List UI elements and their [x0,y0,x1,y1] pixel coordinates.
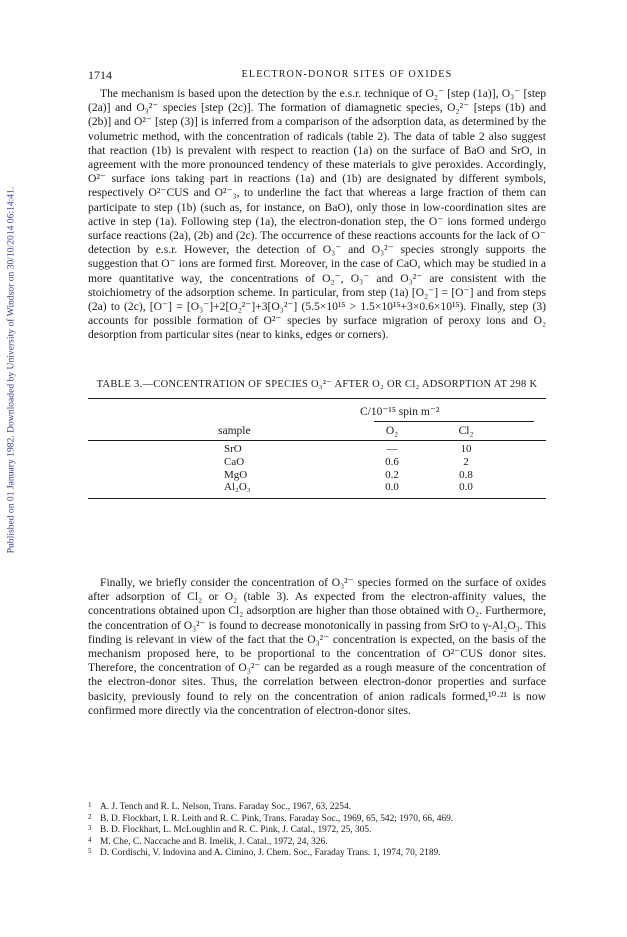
page-number: 1714 [88,68,112,82]
data-table [88,398,546,499]
reference-number: 3 [88,824,92,833]
unit-label: C/10⁻¹⁵ spin m⁻² [360,406,440,418]
table-bottom-rule [88,498,546,499]
running-title: ELECTRON-DONOR SITES OF OXIDES [241,69,453,80]
reference-item [88,814,546,826]
table-column-headers [88,422,546,440]
body-section-1 [88,87,546,343]
body-section-2 [88,576,546,718]
reference-item [88,848,546,860]
table-caption: TABLE 3.—CONCENTRATION OF SPECIES O₃²⁻ AFTER O₂ OR Cl₂ ADSORPTION AT 298 K [96,379,538,390]
reference-number: 1 [88,801,92,809]
cell-sample: MgO [224,468,248,481]
paragraph: The mechanism is based upon the detection by the e.s.r. technique of O₂⁻ [step (1a)], O₃⁻ [step (2a)] and O₃²⁻ species [step (2c)]. The formation of diamagnetic species, O₂²⁻ [steps (1b) and (2b)] and O²⁻ [step (3)] is inferred from a comparison of the adsorption data, as determined by the volumetric method, with the concentration of radicals (table 2). The data of table 2 also suggest that reaction (1b) is prevalent with respect to reaction (1a) on the surface of BaO and SrO, in agreement with the more pronounced tendency of these materials to give peroxides. Accordingly, O²⁻ surface ions taking part in reactions (1a) and (1b) are designated by different symbols, respectively O²⁻CUS and O²⁻₃, to underline the fact that whereas a large fraction of them can participate to step (1b) (such as, for instance, on BaO), only those in low-coordination sites are active in step (1a). Following step (1a), the electron-donation step, the O⁻ ions formed undergo surface reactions (2a), (2b) and (2c). The occurrence of these reactions accounts for the lack of O⁻ detection by e.s.r. However, the detection of O₃⁻ and O₃²⁻ species strongly supports the suggestion that O⁻ ions are formed first. Moreover, in the case of CaO, which may be studied in a more quantitative way, the concentrations of O₂⁻, O₃⁻ and O₃²⁻ are consistent with the stoichiometry of the adsorption scheme. In particular, from step (1a) [O₂⁻] = [O⁻] and from steps (2a) to (2c), [O⁻] = [O₃⁻]+2[O₂²⁻]+3[O₃²⁻] (5.5×10¹⁵ > 1.5×10¹⁵+3×0.6×10¹⁵). Finally, step (3) accounts for possible formation of O²⁻ species by surface migration of peroxy ions and O₂ desorption from particular sites (near to kinks, edges or corners). [88,87,546,342]
page-header [88,68,546,84]
cell-sample: CaO [224,455,245,468]
reference-item [88,802,546,814]
cell-o2: 0.2 [385,468,399,481]
col-header-o2: O₂ [385,425,399,437]
reference-item [88,837,546,849]
cell-cl2: 0.0 [459,481,473,494]
cell-cl2: 10 [460,443,472,455]
cell-o2: 0.0 [385,481,399,494]
table-row [88,481,546,494]
table-body [88,441,546,498]
col-header-cl2: Cl₂ [458,425,474,437]
cell-sample: SrO [224,443,242,455]
cell-cl2: 2 [463,455,469,468]
table-row [88,469,546,482]
reference-number: 2 [88,812,92,821]
reference-item [88,825,546,837]
cell-cl2: 0.8 [459,468,473,481]
reference-number: 4 [88,835,92,844]
cell-o2: — [386,443,398,455]
col-header-sample: sample [218,425,251,437]
download-watermark [4,160,18,580]
paragraph: Finally, we briefly consider the concentration of O₃²⁻ species formed on the surface of oxides after adsorption of Cl₂ or O₂ (table 3). As expected from the electron-affinity values, the concentrations obtained upon Cl₂ adsorption are higher than those obtained with O₂. Furthermore, the concentration of O₃²⁻ is found to decrease monotonically in passing from SrO to γ-Al₂O₃. This finding is relevant in view of the fact that the O₃²⁻ concentration is expected, on the basis of the mechanism proposed here, to be proportional to the concentration of O²⁻CUS donor sites. Therefore, the concentration of O₃²⁻ can be regarded as a rough measure of the concentration of the electron-donor sites. Thus, the correlation between electron-donor properties and surface basicity, previously found to rely on the concentration of anion radicals formed,¹⁰·²¹ is now confirmed more directly via the concentration of electron-donor sites. [88,576,546,717]
reference-text: B. D. Flockhart, I. R. Leith and R. C. Pink, Trans. Faraday Soc., 1969, 65, 542; 1970, 66, 469. [100,813,454,824]
table-row [88,443,546,456]
table-row [88,456,546,469]
references [88,802,546,860]
reference-text: A. J. Tench and R. L. Nelson, Trans. Faraday Soc., 1967, 63, 2254. [100,802,351,812]
table-unit-header [88,399,546,421]
cell-sample: Al₂O₃ [224,481,251,494]
reference-text: M. Che, C. Naccache and B. Imelik, J. Catal., 1972, 24, 326. [100,836,328,847]
watermark-text: Published on 01 January 1982. Downloaded by University of Windsor on 30/10/2014 06:14:41. [5,186,17,554]
reference-text: D. Cordischi, V. Indovina and A. Cimino, J. Chem. Soc., Faraday Trans. 1, 1974, 70, 2189. [100,848,441,859]
reference-text: B. D. Flockhart, L. McLoughlin and R. C. Pink, J. Catal., 1972, 25, 305. [100,825,372,836]
cell-o2: 0.6 [385,455,399,468]
reference-number: 5 [88,847,92,856]
